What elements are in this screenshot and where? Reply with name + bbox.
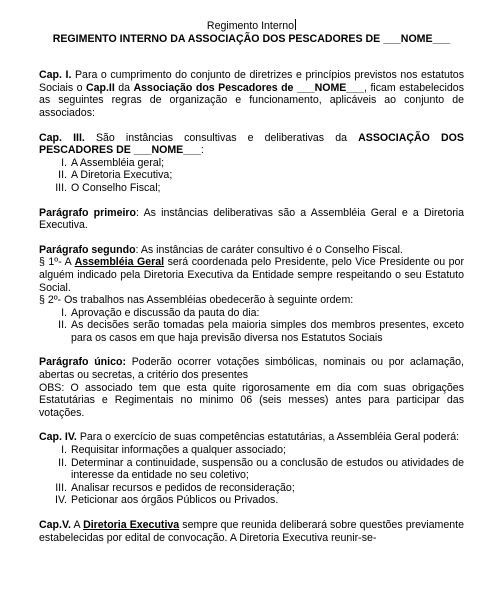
list-item (39, 457, 464, 482)
list-text: Peticionar aos órgãos Públicos ou Privados. (71, 494, 279, 507)
cap4-label: Cap. IV. (39, 431, 77, 444)
document-title (39, 19, 464, 33)
list-num: III. (55, 481, 67, 494)
par1-label: Parágrafo primeiro (39, 206, 137, 219)
par1-paragraph (39, 207, 464, 232)
par2-text: : As instâncias de caráter consultivo é o Conselho Fiscal. (135, 243, 403, 256)
cap1-text-b: da (114, 81, 134, 94)
cap5-prefix: A (71, 519, 84, 531)
par2-paragraph (39, 244, 464, 257)
list-num: I. (61, 156, 67, 169)
cap4-paragraph (39, 431, 464, 444)
cap1-label: Cap. I. (39, 69, 72, 82)
list-num: I. (61, 444, 67, 457)
list-text: As decisões serão tomadas pela maioria simples dos membros presentes, exceto para os casos em que haja previsão diversa nos Estatutos Sociais (71, 319, 464, 344)
cap3-label: Cap. III. (39, 131, 85, 144)
par1-text: : As instâncias deliberativas são a Assembléia Geral e a Diretoria Executiva. (39, 206, 464, 232)
list-item (39, 319, 464, 344)
cap3-list (39, 157, 464, 195)
cap1-ref: Cap.II (85, 81, 115, 94)
list-text: Requisitar informações a qualquer associado; (71, 444, 286, 457)
s1-term: Assembléia Geral (74, 256, 165, 269)
cap3-assoc: ASSOCIAÇÃO DOS PESCADORES DE ___NOME___ (39, 131, 464, 157)
cap1-text-c: , ficam estabelecidos as seguintes regras de organização e funcionamento, aplicáveis ao conjunto de associados: (39, 81, 464, 119)
cap4-list (39, 444, 464, 507)
list-num: II. (58, 319, 67, 332)
document-subtitle: REGIMENTO INTERNO DA ASSOCIAÇÃO DOS PESCADORES DE ___NOME___ (52, 32, 451, 45)
cap4-text: Para o exercício de suas competências estatutárias, a Assembléia Geral poderá: (76, 431, 460, 444)
list-num: II. (58, 169, 67, 182)
cap5-term: Diretoria Executiva (83, 519, 180, 531)
title-text: Regimento Interno (206, 20, 295, 32)
list-item (39, 482, 464, 495)
list-text: A Diretoria Executiva; (71, 169, 173, 182)
list-num: I. (61, 306, 67, 319)
list-text: Analisar recursos e pedidos de reconsideração; (71, 481, 295, 494)
text-cursor (295, 19, 296, 30)
par-unico-paragraph (39, 356, 464, 381)
list-item (39, 182, 464, 195)
par2-section2: § 2º- Os trabalhos nas Assembléias obedecerão à seguinte ordem: (39, 294, 354, 307)
s1-text: será coordenada pelo Presidente, pelo Vice Presidente ou por alguém indicado pela Diretoria Executiva da Entidade sempre respeitando o seu Estatuto Social. (39, 256, 464, 294)
list-num: III. (55, 181, 67, 194)
cap3-paragraph (39, 132, 464, 157)
s1-prefix: § 1º- A (39, 256, 75, 269)
list-text: Determinar a continuidade, suspensão ou a conclusão de estudos ou atividades de interesse da entidade no seu coletivo; (71, 456, 464, 482)
list-item (39, 307, 464, 320)
cap5-paragraph (39, 519, 464, 544)
obs-paragraph: OBS: O associado tem que esta quite rigorosamente em dia com suas obrigações Estatutárias e Regimentais no minimo 06 (seis messes) antes para participar das votações. (39, 381, 464, 419)
cap3-text-b: : (200, 144, 204, 157)
list-text: A Assembléia geral; (71, 156, 165, 169)
cap5-label: Cap.V. (39, 519, 71, 531)
cap1-text-a: Para o cumprimento do conjunto de diretrizes e princípios previstos nos estatutos Sociais o (39, 69, 464, 94)
list-text: Aprovação e discussão da pauta do dia: (71, 306, 260, 319)
cap5-text: sempre que reunida deliberará sobre questões previamente estabelecidas por edital de convocação. A Diretoria Executiva reunir-se- (39, 519, 464, 544)
par2-label: Parágrafo segundo (39, 243, 136, 256)
par-unico-label: Parágrafo único: (39, 356, 126, 369)
par-unico-text: Poderão ocorrer votações simbólicas, nominais ou por aclamação, abertas ou secretas, a critério dos presentes (39, 356, 464, 382)
cap1-paragraph (39, 69, 464, 119)
list-num: II. (58, 456, 67, 469)
list-text: O Conselho Fiscal; (71, 181, 161, 194)
list-item (39, 157, 464, 170)
cap3-text-a: São instâncias consultivas e deliberativas da (84, 131, 359, 144)
par2-section1 (39, 256, 464, 294)
cap1-assoc: Associação dos Pescadores de ___NOME___ (133, 81, 365, 94)
list-item (39, 444, 464, 457)
list-item (39, 494, 464, 507)
list-item (39, 169, 464, 182)
par2-list (39, 307, 464, 345)
list-num: IV. (55, 494, 67, 507)
